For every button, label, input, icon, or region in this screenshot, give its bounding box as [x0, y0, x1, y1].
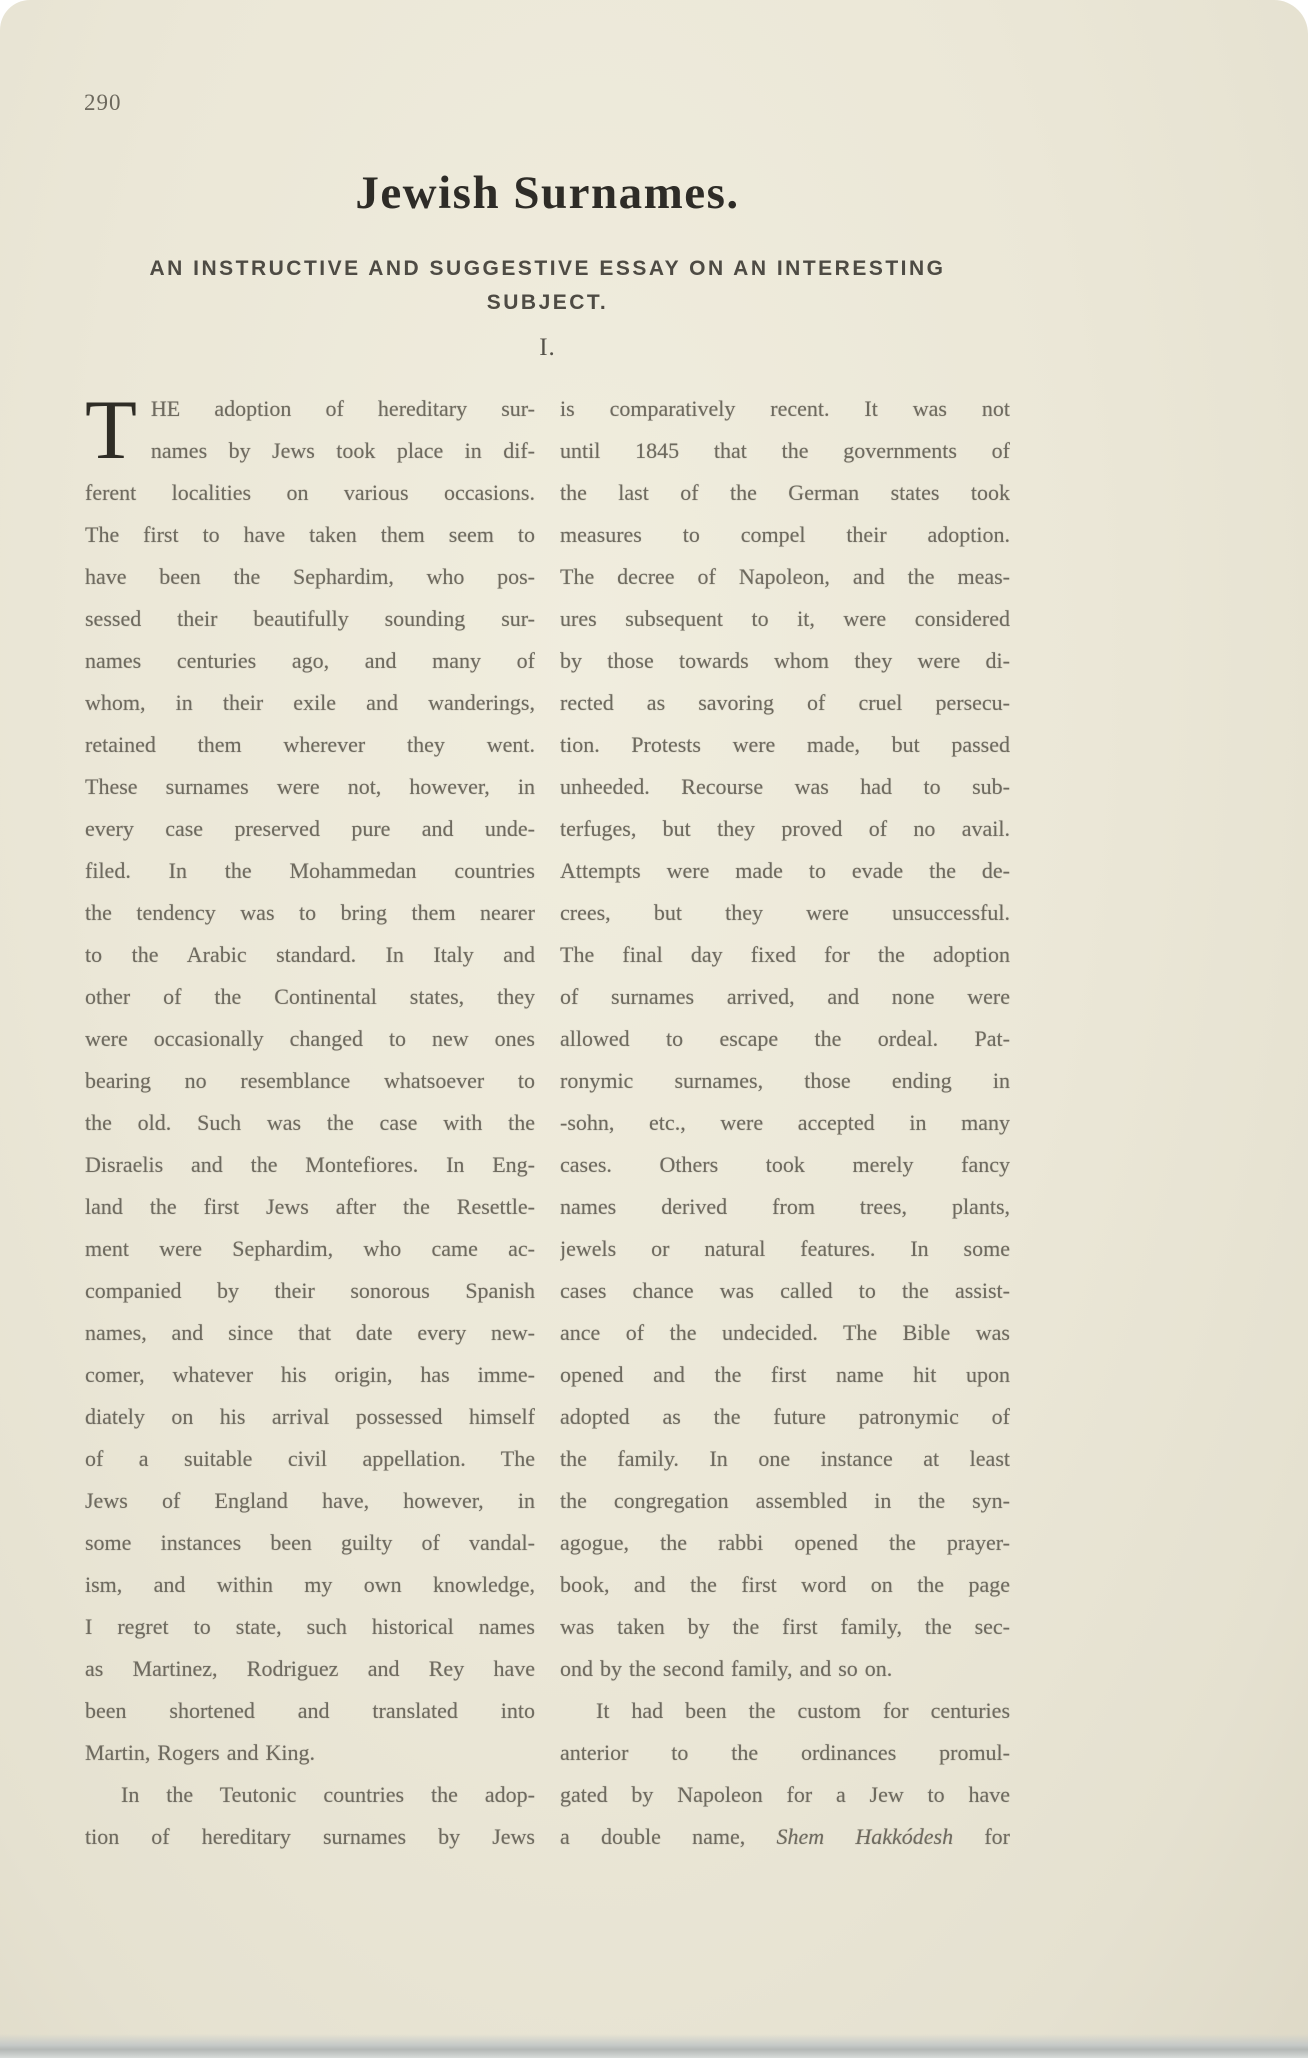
subtitle-line-1: AN INSTRUCTIVE AND SUGGESTIVE ESSAY ON AN INTERESTING	[149, 257, 946, 280]
text-line: have been the Sephardim, who pos-	[85, 564, 535, 589]
text-line: anterior to the ordinances promul-	[560, 1740, 1010, 1765]
text-line: names derived from trees, plants,	[560, 1194, 1010, 1219]
text-line: opened and the first name hit upon	[560, 1362, 1010, 1387]
text-line: every case preserved pure and unde-	[85, 816, 535, 841]
text-line: filed. In the Mohammedan countries	[85, 858, 535, 883]
text-line: ment were Sephardim, who came ac-	[85, 1236, 535, 1261]
text-line: until 1845 that the governments of	[560, 438, 1010, 463]
text-line: the congregation assembled in the syn-	[560, 1488, 1010, 1513]
text-line: were occasionally changed to new ones	[85, 1026, 535, 1051]
text-line: book, and the first word on the page	[560, 1572, 1010, 1597]
text-line: cases chance was called to the assist-	[560, 1278, 1010, 1303]
subtitle-line-2: SUBJECT.	[486, 291, 609, 314]
text-line: Martin, Rogers and King.	[85, 1740, 315, 1765]
right-column	[560, 388, 1010, 1858]
drop-cap: T	[85, 383, 137, 477]
text-line: of surnames arrived, and none were	[560, 984, 1010, 1009]
text-line: In the Teutonic countries the adop-	[121, 1782, 535, 1807]
text-line: comer, whatever his origin, has imme-	[85, 1362, 535, 1387]
text-line: bearing no resemblance whatsoever to	[85, 1068, 535, 1093]
text-line: allowed to escape the ordeal. Pat-	[560, 1026, 1010, 1051]
text-line: tion of hereditary surnames by Jews	[85, 1824, 535, 1849]
text-line: been shortened and translated into	[85, 1698, 535, 1723]
text-line: a double name, Shem Hakkódesh for	[560, 1824, 1010, 1849]
text-line: Attempts were made to evade the de-	[560, 858, 1010, 883]
text-line: tion. Protests were made, but passed	[560, 732, 1010, 757]
text-line: retained them wherever they went.	[85, 732, 535, 757]
text-line: unheeded. Recourse was had to sub-	[560, 774, 1010, 799]
scan-bottom-edge	[0, 2034, 1308, 2058]
article-title: Jewish Surnames.	[355, 167, 740, 219]
text-line: ronymic surnames, those ending in	[560, 1068, 1010, 1093]
text-line: names, and since that date every new-	[85, 1320, 535, 1345]
text-line: HE adoption of hereditary sur-	[150, 396, 535, 421]
text-line: Jews of England have, however, in	[85, 1488, 535, 1513]
text-line: was taken by the first family, the sec-	[560, 1614, 1010, 1639]
text-line: -sohn, etc., were accepted in many	[560, 1110, 1010, 1135]
text-line: other of the Continental states, they	[85, 984, 535, 1009]
text-line: ferent localities on various occasions.	[85, 480, 535, 505]
text-line: The first to have taken them seem to	[85, 522, 535, 547]
page-content	[85, 0, 1010, 2058]
text-line: the last of the German states took	[560, 480, 1010, 505]
text-line: of a suitable civil appellation. The	[85, 1446, 535, 1471]
text-line: It had been the custom for centuries	[596, 1698, 1010, 1723]
text-line: companied by their sonorous Spanish	[85, 1278, 535, 1303]
text-line: I regret to state, such historical names	[85, 1614, 535, 1639]
text-line: names by Jews took place in dif-	[150, 438, 535, 463]
text-line: measures to compel their adoption.	[560, 522, 1010, 547]
article-columns	[85, 383, 1010, 1858]
text-line: the family. In one instance at least	[560, 1446, 1010, 1471]
page-number: 290	[84, 90, 122, 115]
text-line: adopted as the future patronymic of	[560, 1404, 1010, 1429]
text-line: land the first Jews after the Resettle-	[85, 1194, 535, 1219]
text-line: as Martinez, Rodriguez and Rey have	[85, 1656, 535, 1681]
text-line: to the Arabic standard. In Italy and	[85, 942, 535, 967]
text-line: by those towards whom they were di-	[560, 648, 1010, 673]
text-line: the old. Such was the case with the	[85, 1110, 535, 1135]
left-column	[85, 383, 535, 1858]
text-line: names centuries ago, and many of	[85, 648, 535, 673]
article-subtitle	[85, 252, 1010, 320]
text-line: cases. Others took merely fancy	[560, 1152, 1010, 1177]
text-line: jewels or natural features. In some	[560, 1236, 1010, 1261]
text-line: ism, and within my own knowledge,	[85, 1572, 535, 1597]
text-line: terfuges, but they proved of no avail.	[560, 816, 1010, 841]
text-line: Disraelis and the Montefiores. In Eng-	[85, 1152, 535, 1177]
text-line: gated by Napoleon for a Jew to have	[560, 1782, 1010, 1807]
text-line: These surnames were not, however, in	[85, 774, 535, 799]
text-line: The final day fixed for the adoption	[560, 942, 1010, 967]
text-line: sessed their beautifully sounding sur-	[85, 606, 535, 631]
text-line: crees, but they were unsuccessful.	[560, 900, 1010, 925]
text-line: agogue, the rabbi opened the prayer-	[560, 1530, 1010, 1555]
text-line: ures subsequent to it, were considered	[560, 606, 1010, 631]
text-line: diately on his arrival possessed himself	[85, 1404, 535, 1429]
text-line: rected as savoring of cruel persecu-	[560, 690, 1010, 715]
text-line: ance of the undecided. The Bible was	[560, 1320, 1010, 1345]
text-line: ond by the second family, and so on.	[560, 1656, 893, 1681]
text-line: The decree of Napoleon, and the meas-	[560, 564, 1010, 589]
section-heading: I.	[539, 334, 556, 361]
text-line: some instances been guilty of vandal-	[85, 1530, 535, 1555]
text-line: the tendency was to bring them nearer	[85, 900, 535, 925]
text-line: whom, in their exile and wanderings,	[85, 690, 535, 715]
text-line: is comparatively recent. It was not	[560, 396, 1010, 421]
